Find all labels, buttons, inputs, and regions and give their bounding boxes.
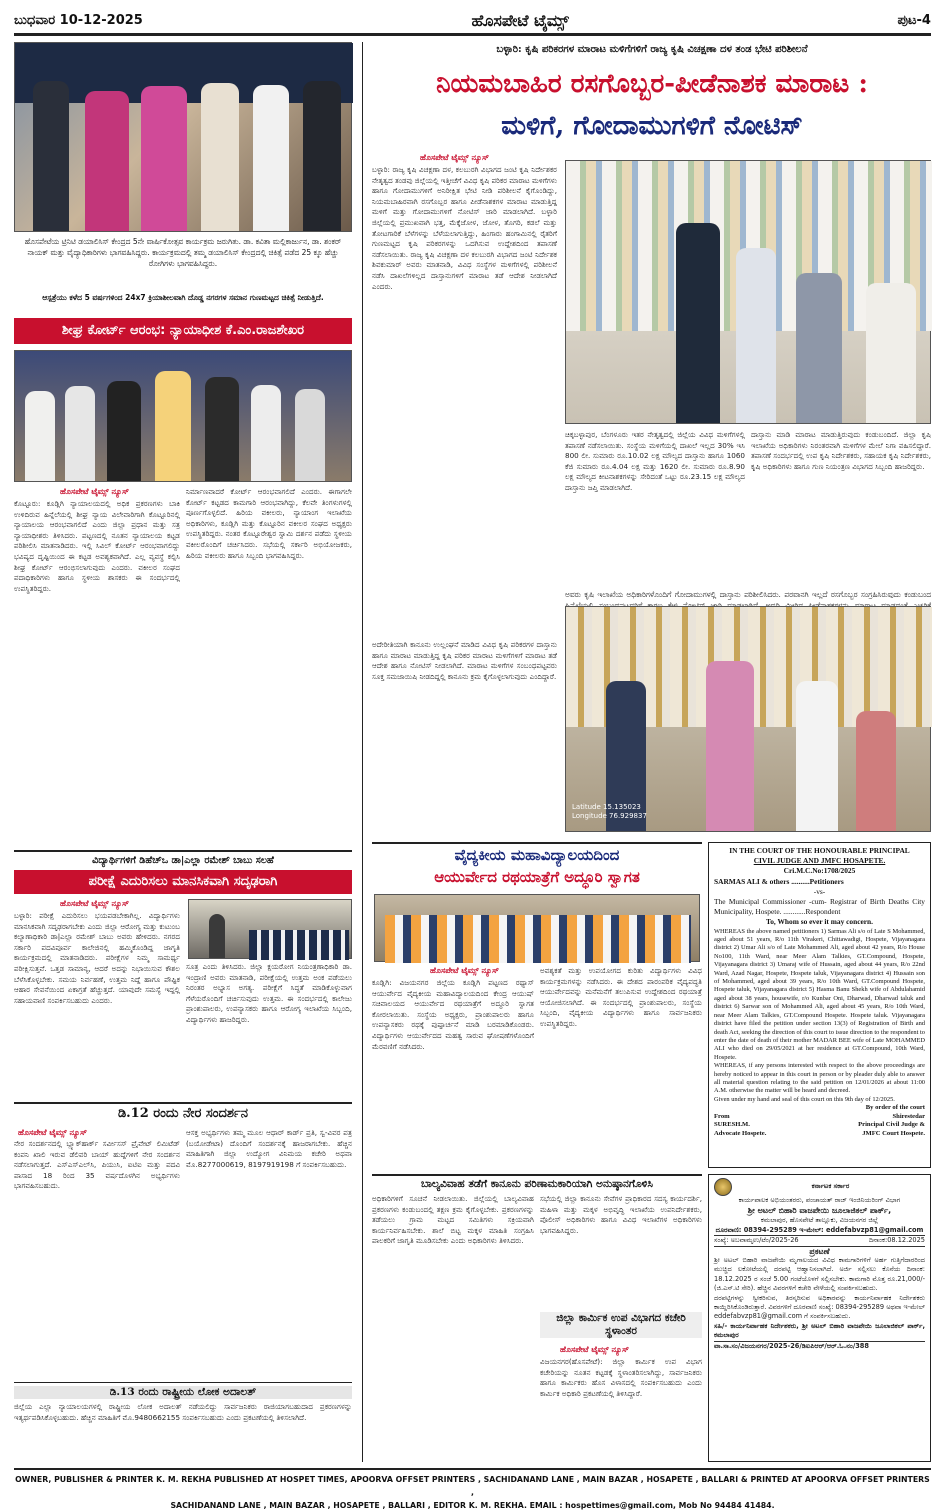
tender-dept: ಕಾರ್ಯಪಾಲಕ ಅಭಿಯಂತರರು, ಪಂಚಾಯತ್ ರಾಜ್ ಇಂಜಿನಿಯರಿಂಗ್ ವಿಭಾಗ xyxy=(738,1196,901,1204)
exam-headline: ಪರೀಕ್ಷೆ ಎದುರಿಸಲು ಮಾನಸಿಕವಾಗಿ ಸದೃಢರಾಗಿ xyxy=(14,870,352,894)
court-respondent: The Municipal Commissioner -cum- Registrar of Birth Deaths City Municipality, Hospete. ............Respondent xyxy=(714,897,925,917)
lead-headline-2: ಮಳಿಗೆ, ಗೋದಾಮುಗಳಿಗೆ ನೋಟಿಸ್ xyxy=(501,111,803,141)
tender-notice xyxy=(708,1174,931,1462)
ayurveda-body: ಕೂಡ್ಲಿಗಿ: ವಿಜಯನಗರ ಜಿಲ್ಲೆಯ ಕೂಡ್ಲಿಗಿ ಪಟ್ಟಣದ ರಥ್ಯಾಸ್ ಆಯುರ್ವೇದ ವೈದ್ಯಕೀಯ ಮಹಾವಿದ್ಯಾಲಯದಿಂದ ಕೇಂದ್ರ ಆಯುಷ್ ಸಚಿವಾಲಯದ ಆಯುರ್ವೇದ ರಥಯಾತ್ರೆಗೆ ಅದ್ಧೂರಿ ಸ್ವಾಗತ ಕೋರಲಾಯಿತು. ಸಂಸ್ಥೆಯ ಅಧ್ಯಕ್ಷರು, ಪ್ರಾಂಶುಪಾಲರು ಹಾಗೂ ಉಪನ್ಯಾಸಕರು ರಥಕ್ಕೆ ಪುಷ್ಪಾರ್ಚನೆ ಮಾಡಿ ಬರಮಾಡಿಕೊಂಡರು. ವಿದ್ಯಾರ್ಥಿಗಳು ಆಯುರ್ವೇದದ ಮಹತ್ವ ಸಾರುವ ಘೋಷಣೆಗಳೊಂದಿಗೆ ಮೆರವಣಿಗೆ ನಡೆಸಿದರು. xyxy=(372,978,534,1051)
divider xyxy=(14,1382,352,1383)
tender-ref-date: ದಿನಾಂಕ:08.12.2025 xyxy=(868,1236,925,1245)
exam-photo xyxy=(188,899,352,959)
tender-ref: ಸಂಖ್ಯೆ: ಅಬವಾಮೃಉ/ಟೆಂ/2025-26 xyxy=(714,1236,799,1245)
tender-sign: ಸಹಿ/- ಕಾರ್ಯನಿರ್ವಾಹಕ ನಿರ್ದೇಶಕರು, ಶ್ರೀ ಅಟಲ್ ಬಿಹಾರಿ ವಾಜಪೇಯಿ ಜೂಲಾಜಿಕಲ್ ಪಾರ್ಕ್, ಕಮಲಾಪುರ xyxy=(714,1321,925,1340)
labour-byline: ಹೊಸಪೇಟೆ ಟೈಮ್ಸ್ ನ್ಯೂಸ್ xyxy=(560,1345,629,1354)
lead-body-3: ಅದೇರೀತಿಯಾಗಿ ಕಾನೂನು ಉಲ್ಲಂಘನೆ ಮಾಡಿದ ವಿವಿಧ ಕೃಷಿ ಪರಿಕರಗಳ ದಾಸ್ತಾನು ಹಾಗೂ ಮಾರಾಟ ಮಾಡುತ್ತಿದ್ದ ಕೃಷಿ ಪರಿಕರ ಮಾರಾಟ ಮಳಿಗೆಗಳಿಗೆ ಮಾರಾಟ ತಡೆ ಆದೇಶ ಹಾಗೂ ನೋಟಿಸ್ ನೀಡಲಾಗಿದೆ. ಮಾರಾಟ ಮಳಿಗೆಗಳ ಸಂಬಂಧಪಟ್ಟವರು ಸೂಕ್ತ ಸಮಜಾಯಿಷಿ ನೀಡದಿದ್ದಲ್ಲಿ ಕಾನೂನು ಕ್ರಮ ಕೈಗೊಳ್ಳಲಾಗುವುದು ಎಂದಿದ್ದಾರೆ. xyxy=(372,640,557,681)
court-sig-role-1: Principal Civil Judge & xyxy=(858,1121,925,1129)
child-marriage-body: ಅಧಿಕಾರಿಗಳಿಗೆ ಸೂಚನೆ ನೀಡಲಾಯಿತು. ಜಿಲ್ಲೆಯಲ್ಲಿ ಬಾಲ್ಯವಿವಾಹ ಪ್ರಕರಣಗಳು ಕಂಡುಬಂದಲ್ಲಿ ತಕ್ಷಣ ಕ್ರಮ ಕೈಗೊಳ್ಳಬೇಕು. ಪ್ರಕರಣಗಳನ್ನು ತಡೆಯಲು ಗ್ರಾಮ ಮಟ್ಟದ ಸಮಿತಿಗಳು ಸಕ್ರಿಯವಾಗಿ ಕಾರ್ಯನಿರ್ವಹಿಸಬೇಕು. ಶಾಲೆ ಬಿಟ್ಟ ಮಕ್ಕಳ ಮಾಹಿತಿ ಸಂಗ್ರಹಿಸಿ ಪಾಲಕರಿಗೆ ಜಾಗೃತಿ ಮೂಡಿಸಬೇಕು ಎಂದು ಅಧಿಕಾರಿಗಳು ತಿಳಿಸಿದರು. xyxy=(372,1194,534,1246)
court-photo xyxy=(14,350,352,482)
ayurveda-body-2: ಅವಶ್ಯಕತೆ ಮತ್ತು ಉಪಯೋಗದ ಕುರಿತು ವಿದ್ಯಾರ್ಥಿಗಳು ವಿವಿಧ ಕಾರ್ಯಕ್ರಮಗಳನ್ನು ನಡೆಸಿದರು. ಈ ದೇಶದ ಪಾರಂಪರಿಕ ವೈದ್ಯಪದ್ಧತಿ ಆಯುರ್ವೇದವನ್ನು ಮನೆಮನೆಗೆ ತಲುಪಿಸುವ ಉದ್ದೇಶದಿಂದ ರಥಯಾತ್ರೆ ಆಯೋಜಿಸಲಾಗಿದೆ. ಈ ಸಂದರ್ಭದಲ್ಲಿ ಪ್ರಾಂಶುಪಾಲರು, ಸಂಸ್ಥೆಯ ಸಿಬ್ಬಂದಿ, ವೈದ್ಯಕೀಯ ವಿದ್ಯಾರ್ಥಿಗಳು ಹಾಗೂ ಸಾರ್ವಜನಿಕರು ಉಪಸ್ಥಿತರಿದ್ದರು. xyxy=(540,966,702,1028)
court-byline: ಹೊಸಪೇಟೆ ಟೈಮ್ಸ್ ನ್ಯೂಸ್ xyxy=(60,487,129,496)
interview-body-2: ಆಸಕ್ತ ಅಭ್ಯರ್ಥಿಗಳು ತಮ್ಮ ಮೂಲ ಆಧಾರ್ ಕಾರ್ಡ್ ಪ್ರತಿ, ಸ್ವ-ವಿವರ ಪತ್ರ (ಬಯೋಡೇಟಾ) ದೊಂದಿಗೆ ಸಂದರ್ಶನಕ್ಕೆ ಹಾಜರಾಗಬೇಕು. ಹೆಚ್ಚಿನ ಮಾಹಿತಿಗಾಗಿ ಜಿಲ್ಲಾ ಉದ್ಯೋಗ ವಿನಿಮಯ ಕಚೇರಿ ಅಥವಾ ಮೊ.8277000619, 8197919198 ಗೆ ಸಂಪರ್ಕಿಸಬಹುದು. xyxy=(186,1128,352,1169)
lead-headline-1: ನಿಯಮಬಾಹಿರ ರಸಗೊಬ್ಬರ-ಪೀಡೆನಾಶಕ ಮಾರಾಟ : xyxy=(436,69,868,99)
page-header xyxy=(14,8,931,36)
lead-body-1: ಬಳ್ಳಾರಿ: ರಾಜ್ಯ ಕೃಷಿ ವಿಚಕ್ಷಣಾ ದಳ, ಕಲಬುರಗಿ ವಿಭಾಗದ ಜಂಟಿ ಕೃಷಿ ನಿರ್ದೇಶಕರ ನೇತೃತ್ವದ ತಂಡವು ಜಿಲ್ಲೆಯಲ್ಲಿ ಇತ್ತೀಚೆಗೆ ವಿವಿಧ ಕೃಷಿ ಪರಿಕರ ಮಾರಾಟ ಮಳಿಗೆಗಳು ಹಾಗೂ ಗೋದಾಮುಗಳಿಗೆ ಅನಿರೀಕ್ಷಿತ ಭೇಟಿ ನೀಡಿ ಪರಿಶೀಲನೆ ಕೈಗೊಂಡಿದ್ದು, ನಿಯಮಬಾಹಿರವಾಗಿ ರಸಗೊಬ್ಬರ ಹಾಗೂ ಪೀಡೆನಾಶಕಗಳ ಮಾರಾಟ ಮಾಡುತ್ತಿದ್ದ ಮಳಿಗೆ ಮತ್ತು ಗೋದಾಮುಗಳಿಗೆ ನೋಟಿಸ್ ಜಾರಿ ಮಾಡಲಾಗಿದೆ. ಬಳ್ಳಾರಿ ಜಿಲ್ಲೆಯಲ್ಲಿ ಪ್ರಮುಖವಾಗಿ ಭತ್ತ, ಮೆಕ್ಕೆಜೋಳ, ಜೋಳ, ತೊಗರಿ, ಕಡಲೆ ಮತ್ತು ತೋಟಗಾರಿಕೆ ಬೆಳೆಗಳನ್ನು ಬೆಳೆಯಲಾಗುತ್ತಿದ್ದು, ಹಿಂಗಾರು ಹಂಗಾಮಿನಲ್ಲಿ ರೈತರಿಗೆ ಗುಣಮಟ್ಟದ ಕೃಷಿ ಪರಿಕರಗಳನ್ನು ಒದಗಿಸುವ ಉದ್ದೇಶದಿಂದ ತಪಾಸಣೆ ನಡೆಸಲಾಯಿತು. ರಾಜ್ಯ ಕೃಷಿ ವಿಚಕ್ಷಣಾ ದಳ ಕಲಬುರಗಿ ವಿಭಾಗದ ಜಂಟಿ ನಿರ್ದೇಶಕ ಶಿವಕುಮಾರ್ ಅವರು ಮಾತನಾಡಿ, ವಿವಿಧ ಸಂಸ್ಥೆಗಳ ಮಳಿಗೆಗಳಲ್ಲಿ ಪರಿಶೀಲನೆ ನಡೆಸಿ ದಾಖಲೆಗಳಿಲ್ಲದ ದಾಸ್ತಾನುಗಳಿಗೆ ಮಾರಾಟ ತಡೆ ಆದೇಶ ನೀಡಲಾಗಿದೆ ಎಂದರು. xyxy=(372,165,557,291)
interview-byline: ಹೊಸಪೇಟೆ ಟೈಮ್ಸ್ ನ್ಯೂಸ್ xyxy=(18,1128,87,1137)
court-body-right: ನಿರ್ಮಾಣವಾದರೆ ಕೋರ್ಟ್ ಆರಂಭವಾಗಲಿದೆ ಎಂದರು. ಈಗಾಗಲೇ ಕೋರ್ಟ್ ಕಟ್ಟಡದ ಕಾಮಗಾರಿ ಆರಂಭವಾಗಿದ್ದು, ಕೆಲವೇ ತಿಂಗಳುಗಳಲ್ಲಿ ಪೂರ್ಣಗೊಳ್ಳಲಿದೆ. ಹಿರಿಯ ವಕೀಲರು, ನ್ಯಾಯಾಂಗ ಇಲಾಖೆಯ ಅಧಿಕಾರಿಗಳು, ಕೂಡ್ಲಿಗಿ ಮತ್ತು ಕೊಟ್ಟೂರಿನ ವಕೀಲರ ಸಂಘದ ಅಧ್ಯಕ್ಷರು ಉಪಸ್ಥಿತರಿದ್ದರು. ನಂತರ ಕೊಟ್ಟೂರೇಶ್ವರ ಸ್ವಾಮಿ ದರ್ಶನ ಪಡೆದು ಸ್ಥಳೀಯ ವಕೀಲರೊಂದಿಗೆ ಚರ್ಚಿಸಿದರು. ಸಭೆಯಲ್ಲಿ ಸರ್ಕಾರಿ ಅಭಿಯೋಜಕರು, ಹಿರಿಯ ವಕೀಲರು ಹಾಗೂ ಸಿಬ್ಬಂದಿ ಭಾಗವಹಿಸಿದ್ದರು. xyxy=(186,487,352,560)
lead-body-2: ಅವರು ಕೃಷಿ ಇಲಾಖೆಯ ಅಧಿಕಾರಿಗಳೊಂದಿಗೆ ಗೋದಾಮುಗಳಲ್ಲಿ ದಾಸ್ತಾನು ಪರಿಶೀಲಿಸಿದರು. ಪರವಾನಗಿ ಇಲ್ಲದೆ ರಸಗೊಬ್ಬರ ಸಂಗ್ರಹಿಸಿರುವುದು ಕಂಡುಬಂದ xyxy=(565,590,931,599)
child-marriage-headline: ಬಾಲ್ಯವಿವಾಹ ತಡೆಗೆ ಕಾನೂನು ಪರಿಣಾಮಕಾರಿಯಾಗಿ ಅನುಷ್ಠಾನಗೊಳಿಸಿ xyxy=(421,1178,653,1190)
tender-place: ಕಮಲಾಪುರ, ಹೊಸಪೇಟೆ ತಾಲ್ಲೂಕು, ವಿಜಯನಗರ ಜಿಲ್ಲೆ xyxy=(760,1216,879,1225)
lead-kicker: ಬಳ್ಳಾರಿ: ಕೃಷಿ ಪರಿಕರಗಳ ಮಾರಾಟ ಮಳಿಗೆಗಳಿಗೆ ರಾಜ್ಯ ಕೃಷಿ ವಿಚಕ್ಷಣಾ ದಳ ತಂಡ ಭೇಟಿ ಪರಿಶೀಲನೆ xyxy=(496,44,808,55)
court-from-name: SURESH.M. xyxy=(714,1121,750,1129)
exam-body: ಬಳ್ಳಾರಿ: ಪರೀಕ್ಷೆ ಎದುರಿಸಲು ಭಯಪಡಬೇಕಾಗಿಲ್ಲ. ವಿದ್ಯಾರ್ಥಿಗಳು ಮಾನಸಿಕವಾಗಿ ಸದೃಢರಾಗಬೇಕು ಎಂದು ಜಿಲ್ಲಾ ಆರೋಗ್ಯ ಮತ್ತು ಕುಟುಂಬ ಕಲ್ಯಾಣಾಧಿಕಾರಿ ಡಾ|ಎಲ್ಲಾ ರಮೇಶ್ ಬಾಬು ಅವರು ಹೇಳಿದರು. ನಗರದ ಸರ್ಕಾರಿ ಪದವಿಪೂರ್ವ ಕಾಲೇಜಿನಲ್ಲಿ ಹಮ್ಮಿಕೊಂಡಿದ್ದ ಜಾಗೃತಿ ಕಾರ್ಯಕ್ರಮದಲ್ಲಿ ಮಾತನಾಡಿದರು. ಪರೀಕ್ಷೆಗಳ ನಿಮ್ಮ ಸಾಮರ್ಥ್ಯ ಪರೀಕ್ಷಿಸುತ್ತವೆ. ಒತ್ತಡ ಸಾಮಾನ್ಯ, ಆದರೆ ಅದನ್ನು ನಿಭಾಯಿಸುವ ಕೌಶಲ ಬೆಳೆಸಿಕೊಳ್ಳಬೇಕು. ಸಮಯ ನಿರ್ವಹಣೆ, ಉತ್ತಮ ನಿದ್ದೆ ಹಾಗೂ ಪೌಷ್ಟಿಕ ಆಹಾರ ಸೇವನೆಯಿಂದ ಏಕಾಗ್ರತೆ ಹೆಚ್ಚುತ್ತದೆ. ಯಾವುದೇ ಸಮಸ್ಯೆ ಇದ್ದಲ್ಲಿ ಸಹಾಯವಾಣಿ ಸಂಪರ್ಕಿಸಬಹುದು ಎಂದರು. xyxy=(14,911,180,1005)
lead-body-5: ದಾಸ್ತಾನು ಮಾಡಿ ಮಾರಾಟ ಮಾಡುತ್ತಿರುವುದು ಕಂಡುಬಂದಿದೆ. ಜಿಲ್ಲಾ ಕೃಷಿ ಇಲಾಖೆಯ ಅಧಿಕಾರಿಗಳು ನಿರಂತರವಾಗಿ ಮಳಿಗೆಗಳ ಮೇಲೆ ನಿಗಾ ವಹಿಸಲಿದ್ದಾರೆ. ತಪಾಸಣೆ ಸಂದರ್ಭದಲ್ಲಿ ಉಪ ಕೃಷಿ ನಿರ್ದೇಶಕರು, ಸಹಾಯಕ ಕೃಷಿ ನಿರ್ದೇಶಕರು, ಕೃಷಿ ಅಧಿಕಾರಿಗಳು ಹಾಗೂ ಗುಣ ನಿಯಂತ್ರಣ ವಿಭಾಗದ ಸಿಬ್ಬಂದಿ ಹಾಜರಿದ್ದರು. xyxy=(751,430,931,471)
tender-ref-row xyxy=(714,1235,925,1246)
court-to: To, Whom so ever it may concern. xyxy=(765,917,874,927)
lead-byline: ಹೊಸಪೇಟೆ ಟೈಮ್ಸ್ ನ್ಯೂಸ್ xyxy=(420,153,489,162)
court-from-role: Advocate Hospete. xyxy=(714,1129,767,1137)
labour-body: ವಿಜಯನಗರ(ಹೊಸಪೇಟೆ): ಜಿಲ್ಲಾ ಕಾರ್ಮಿಕ ಉಪ ವಿಭಾಗ ಕಚೇರಿಯನ್ನು ನೂತನ ಕಟ್ಟಡಕ್ಕೆ ಸ್ಥಳಾಂತರಿಸಲಾಗಿದ್ದು, ಸಾರ್ವಜನಿಕರು ಹಾಗೂ ಕಾರ್ಮಿಕರು ಹೊಸ ವಿಳಾಸದಲ್ಲಿ ಸಂಪರ್ಕಿಸಬಹುದು ಎಂದು ಕಾರ್ಮಿಕ ಅಧಿಕಾರಿ ಪ್ರಕಟಣೆಯಲ್ಲಿ ತಿಳಿಸಿದ್ದಾರೆ. xyxy=(540,1357,702,1398)
dialysis-event-photo xyxy=(14,42,352,232)
court-notice xyxy=(708,842,931,1168)
interview-body: ನೇರ ಸಂದರ್ಶನದಲ್ಲಿ ಬ್ಲ್ಯಾಕ್‌ಹಾರ್ಕ್ ಸರ್ವೀಸಸ್ ಪ್ರೈವೇಟ್ ಲಿಮಿಟೆಡ್ ಕಂಪನಿ ಖಾಲಿ ಇರುವ ಡೆಲಿವರಿ ಬಾಯ್ ಹುದ್ದೆಗಳಿಗೆ ನೇರ ಸಂದರ್ಶನ ನಡೆಸಲಾಗುತ್ತದೆ. ಎಸ್‌ಎಸ್‌ಎಲ್‌ಸಿ, ಪಿಯುಸಿ, ಐಟಿಐ ಮತ್ತು ಪದವಿ ಪಾಸಾದ 18 ರಿಂದ 35 ವರ್ಷದೊಳಗಿನ ಅಭ್ಯರ್ಥಿಗಳು ಭಾಗವಹಿಸಬಹುದು. xyxy=(14,1139,180,1191)
divider xyxy=(14,850,352,852)
tender-park-name: ಶ್ರೀ ಅಟಲ್ ಬಿಹಾರಿ ವಾಜಪೇಯಿ ಜೂಲಾಜಿಕಲ್ ಪಾರ್ಕ್, xyxy=(747,1206,892,1216)
court-notice-body: WHEREAS the above named petitioners 1) Sarmas Ali s/o of Late S Mohammed, aged about 51 years, R/o 11th Virakeri, Chittawadigi, Hospete, Vijayanagara district 2) Umar Ali s/o of Late Mohammed Ali, aged about 42 years, R/o House No100, 11th Ward, near Meer Alam Talkies, GT.Compound, Hospete, Vijayanagara district 3) Umaraj wife of Hussain, aged about 44 years, R/o 22nd Ward, Azad Nagar, Hospete, Hospete taluk, Vijayanagara district 4) Hussain son of Mohammed, aged about 39 years, R/o 10th Ward, GT.Compound Hospete, Hospete taluk, Vijayanagara district 5) Hasma Banu Shekh wife of Abdulahamid aged about 38 years, housewife, r/o Kunbar Oni, Dharwad, Dharwad taluk and district 6) Sarwar son of Mohammed Ali, aged about 45 years, R/o 10th Ward, near Meer Alam Talkies, GT.Compound Hospete. Hospete taluk. Vijayanagara district have filed the petition under section 13(3) of Registration of Birth and death Act, seeking the direction of this court to issue direction to the respondent to enter the date of death of their mother MADAR BEE wife of Late MOHAMMED ALI who died on 29/05/2021 at her residence at GT.Compound, 10th Ward, Hospete. xyxy=(714,927,925,1061)
court-vs: -vs- xyxy=(813,886,826,896)
tender-code: ವಾ.ಸಾ.ಸಂ/ವಿಜಯನಗರ/2025-26/ಡಿಐಪಿಆರ್/ಆರ್.ಓ.ನಂ/388 xyxy=(714,1341,925,1351)
interview-headline: ಡಿ.12 ರಂದು ನೇರ ಸಂದರ್ಶನ xyxy=(117,1106,249,1121)
ayurveda-byline: ಹೊಸಪೇಟೆ ಟೈಮ್ಸ್ ನ್ಯೂಸ್ xyxy=(430,966,499,975)
divider xyxy=(372,1174,702,1176)
tender-body: ಶ್ರೀ ಅಟಲ್ ಬಿಹಾರಿ ವಾಜಪೇಯಿ ಮೃಗಾಲಯದ ವಿವಿಧ ಕಾಮಗಾರಿಗಳಿಗೆ ಅರ್ಹ ಗುತ್ತಿಗೆದಾರರಿಂದ ಮುಚ್ಚಿದ ಲಕೋಟೆಯಲ್ಲಿ ದರಪಟ್ಟಿ ಆಹ್ವಾನಿಸಲಾಗಿದೆ. ಅರ್ಜಿ ಸಲ್ಲಿಸಲು ಕೊನೆಯ ದಿನಾಂಕ: 18.12.2025 ರ ಸಂಜೆ 5.00 ಗಂಟೆಯೊಳಗೆ ಸಲ್ಲಿಸಬೇಕು. ಕಾಮಗಾರಿ ಮೊತ್ತ ರೂ.21,000/- (ಜಿ.ಎಸ್.ಟಿ ಸೇರಿ). ಹೆಚ್ಚಿನ ವಿವರಗಳಿಗೆ ಕಚೇರಿ ವೇಳೆಯಲ್ಲಿ ಸಂಪರ್ಕಿಸಬಹುದು. xyxy=(714,1256,925,1293)
court-given: Given under my hand and seal of this court on this 9th day of 12/2025. xyxy=(714,1095,895,1103)
dialysis-caption: ಹೊಸಪೇಟೆಯ ಟ್ರಿನಿಟಿ ಡಯಾಲಿಸಿಸ್ ಕೇಂದ್ರದ 5ನೇ ವಾರ್ಷಿಕೋತ್ಸವ ಕಾರ್ಯಕ್ರಮ ಜರುಗಿತು. ಡಾ. ಕವಿತಾ ಮಲ್ಲಿಕಾರ್ಜುನ, ಡಾ. ಶಂಕರ್ ನಾಯಕ್ ಮತ್ತು ವೈದ್ಯಾಧಿಕಾರಿಗಳು ಭಾಗವಹಿಸಿದ್ದರು. ಕಾರ್ಯಕ್ರಮದಲ್ಲಿ ತಮ್ಮ ಡಯಾಲಿಸಿಸ್ ಕೇಂದ್ರದಲ್ಲಿ ಚಿಕಿತ್ಸೆ ಪಡೆದ 25 ಕ್ಕೂ ಹೆಚ್ಚು ರೋಗಿಗಳು ಭಾಗವಹಿಸಿದ್ದರು. xyxy=(24,237,342,268)
lok-adalat-body: ಜಿಲ್ಲೆಯ ಎಲ್ಲಾ ನ್ಯಾಯಾಲಯಗಳಲ್ಲಿ ರಾಷ್ಟ್ರೀಯ ಲೋಕ ಅದಾಲತ್ ನಡೆಯಲಿದ್ದು ಸಾರ್ವಜನಿಕರು ರಾಜಿಯಾಗಬಹುದಾದ ಪ್ರಕರಣಗಳನ್ನು ಇತ್ಯರ್ಥಪಡಿಸಿಕೊಳ್ಳಬಹುದು. ಹೆಚ್ಚಿನ ಮಾಹಿತಿಗೆ ಮೊ.9480662155 ಸಂಪರ್ಕಿಸಬಹುದು ಎಂದು ಪ್ರಕಟಣೆಯಲ್ಲಿ ತಿಳಿಸಲಾಗಿದೆ. xyxy=(14,1402,352,1422)
column-divider xyxy=(362,42,363,1462)
court-order: By order of the court xyxy=(865,1104,925,1112)
tender-contact: ದೂರವಾಣಿ: 08394-295289 ಇ-ಮೇಲ್: eddefabvzp81@gmail.com xyxy=(715,1225,924,1234)
imprint-footer xyxy=(14,1468,931,1510)
issue-date: ಬುಧವಾರ 10-12-2025 xyxy=(14,13,143,28)
court-notice-title-2: CIVIL JUDGE AND JMFC HOSAPETE. xyxy=(753,856,886,866)
exam-kicker: ವಿದ್ಯಾರ್ಥಿಗಳಿಗೆ ಡಿಹೆಚ್‌ಒ ಡಾ|ಎಲ್ಲಾ ರಮೇಶ್ ಬಾಬು ಸಲಹೆ xyxy=(92,855,274,866)
court-notice-body-2: WHEREAS, if any persons interested with respect to the above proceedings are hereby noticed to appear in this court in person or by pleader duly able to answer all material question relating to the said petition on 12/01/2026 at about 11:00 A.M. otherwise the matter will be heard and decreed. xyxy=(714,1062,925,1095)
lead-photo-1 xyxy=(565,160,931,424)
court-case-number: Cri.M.C.No:1708/2025 xyxy=(783,866,856,876)
lok-adalat-headline: ಡಿ.13 ರಂದು ರಾಷ್ಟ್ರೀಯ ಲೋಕ ಅದಾಲತ್ xyxy=(14,1386,352,1399)
lead-photo-2 xyxy=(565,606,931,832)
court-notice-title-1: IN THE COURT OF THE HONOURABLE PRINCIPAL xyxy=(729,846,910,855)
divider xyxy=(372,842,702,844)
tender-notice-title: ಪ್ರಕಟಣೆ xyxy=(809,1246,830,1256)
imprint-line-1: OWNER, PUBLISHER & PRINTER K. M. REKHA PUBLISHED AT HOSPET TIMES, APOORVA OFFSET PRINTERS , SACHIDANAND LANE , MAIN BAZAR , HOSAPETE , BALLARI & PRINTED AT APOORVA OFFSET PRINTERS , xyxy=(15,1475,930,1497)
court-from: From xyxy=(714,1112,730,1120)
ayurveda-headline-1: ವೈದ್ಯಕೀಯ ಮಹಾವಿದ್ಯಾಲಯದಿಂದ xyxy=(454,846,620,864)
tender-gov: ಕರ್ನಾಟಕ ಸರ್ಕಾರ xyxy=(811,1182,850,1191)
karnataka-emblem-icon xyxy=(714,1178,732,1196)
court-sig-role-2: JMFC Court Hospete. xyxy=(862,1129,925,1137)
divider xyxy=(14,1102,352,1104)
page-number: ಪುಟ-4 xyxy=(897,13,931,28)
child-marriage-body-2: ಸಭೆಯಲ್ಲಿ ಜಿಲ್ಲಾ ಕಾನೂನು ಸೇವೆಗಳ ಪ್ರಾಧಿಕಾರದ ಸದಸ್ಯ ಕಾರ್ಯದರ್ಶಿ, ಮಹಿಳಾ ಮತ್ತು ಮಕ್ಕಳ ಅಭಿವೃದ್ಧಿ ಇಲಾಖೆಯ ಉಪನಿರ್ದೇಶಕರು, ಪೊಲೀಸ್ ಅಧಿಕಾರಿಗಳು ಹಾಗೂ ವಿವಿಧ ಇಲಾಖೆಗಳ ಅಧಿಕಾರಿಗಳು ಭಾಗವಹಿಸಿದ್ದರು. xyxy=(540,1194,702,1235)
court-body-left: ಕೊಟ್ಟೂರು: ಕೂಡ್ಲಿಗಿ ನ್ಯಾಯಾಲಯದಲ್ಲಿ ಅಧಿಕ ಪ್ರಕರಣಗಳು ಬಾಕಿ ಉಳಿದಿರುವ ಹಿನ್ನೆಲೆಯಲ್ಲಿ ಶೀಘ್ರ ನ್ಯಾಯ ವಿಲೇವಾರಿಗಾಗಿ ಕೊಟ್ಟೂರಿನಲ್ಲಿ ನ್ಯಾಯಾಲಯ ಆರಂಭವಾಗಲಿದೆ ಎಂದು ಜಿಲ್ಲಾ ಪ್ರಧಾನ ಮತ್ತು ಸತ್ರ ನ್ಯಾಯಾಧೀಶರು ತಿಳಿಸಿದರು. ಪಟ್ಟಣದಲ್ಲಿ ನೂತನ ನ್ಯಾಯಾಲಯ ಕಟ್ಟಡ ಪರಿಶೀಲಿಸಿ ಮಾತನಾಡಿದರು. ಇಲ್ಲಿ ಸಿವಿಲ್ ಕೋರ್ಟ್ ಆರಂಭವಾಗಲಿದ್ದು ಭವಿಷ್ಯದ ದೃಷ್ಟಿಯಿಂದ ಈ ಕಟ್ಟಡ ಅವಶ್ಯಕವಾಗಿದೆ. ಎಲ್ಲ ವ್ಯವಸ್ಥೆ ಕಲ್ಪಿಸಿ ಶೀಘ್ರ ಕೋರ್ಟ್ ಆರಂಭಿಸಲಾಗುವುದು ಎಂದರು. ವಕೀಲರ ಸಂಘದ ಪದಾಧಿಕಾರಿಗಳು ಹಾಗೂ ಸ್ಥಳೀಯ ಶಾಸಕರು ಈ ಸಂದರ್ಭದಲ್ಲಿ ಉಪಸ್ಥಿತರಿದ್ದರು. xyxy=(14,499,180,593)
tender-body-2: ದರಪಟ್ಟಿಗಳನ್ನು ಸ್ವೀಕರಿಸುವ, ತಿರಸ್ಕರಿಸುವ ಅಧಿಕಾರವನ್ನು ಕಾರ್ಯನಿರ್ವಾಹಕ ನಿರ್ದೇಶಕರು ಕಾಯ್ದಿರಿಸಿಕೊಂಡಿರುತ್ತಾರೆ. ವಿವರಗಳಿಗೆ ದೂರವಾಣಿ ಸಂಖ್ಯೆ: 08394-295289 ಅಥವಾ ಇ-ಮೇಲ್ eddefabvzp81@gmail.com ಗೆ ಸಂಪರ್ಕಿಸಬಹುದು. xyxy=(714,1293,925,1321)
ayurveda-headline-2: ಆಯುರ್ವೇದ ರಥಯಾತ್ರೆಗೆ ಅದ್ಧೂರಿ ಸ್ವಾಗತ xyxy=(434,868,640,886)
court-signatures xyxy=(714,1113,925,1138)
ayurveda-photo xyxy=(374,894,700,962)
exam-body-2: ಸೂತ್ರ ಎಂದು ತಿಳಿಸಿದರು. ಜಿಲ್ಲಾ ಕ್ಷಯರೋಗ ನಿಯಂತ್ರಣಾಧಿಕಾರಿ ಡಾ. ಇಂದ್ರಾಣಿ ಅವರು ಮಾತನಾಡಿ, ಪರೀಕ್ಷೆಯಲ್ಲಿ ಉತ್ತಮ ಅಂಕ ಪಡೆಯಲು ನಿರಂತರ ಅಭ್ಯಾಸ ಅಗತ್ಯ. ಪರೀಕ್ಷೆಗೆ ಸಿದ್ಧತೆ ಮಾಡಿಕೊಳ್ಳುವಾಗ ಗೆಳೆಯರೊಂದಿಗೆ ಚರ್ಚಿಸುವುದು ಉತ್ತಮ. ಈ ಸಂದರ್ಭದಲ್ಲಿ ಕಾಲೇಜು ಪ್ರಾಂಶುಪಾಲರು, ಉಪನ್ಯಾಸಕರು ಹಾಗೂ ಆರೋಗ್ಯ ಇಲಾಖೆಯ ಸಿಬ್ಬಂದಿ, ವಿದ್ಯಾರ್ಥಿಗಳು ಹಾಜರಿದ್ದರು. xyxy=(186,962,352,1024)
court-headline: ಶೀಘ್ರ ಕೋರ್ಟ್ ಆರಂಭ: ನ್ಯಾಯಾಧೀಶ ಕೆ.ಎಂ.ರಾಜಶೇಖರ xyxy=(14,318,352,344)
court-sig-name: Shirestedar xyxy=(892,1112,925,1120)
dialysis-caption-2: ಆಸ್ಪತ್ರೆಯು ಕಳೆದ 5 ವರ್ಷಗಳಿಂದ 24x7 ಕ್ರಿಯಾಶೀಲವಾಗಿ ದೊಡ್ಡ ನಗರಗಳ ಸಮಾನ ಗುಣಮಟ್ಟದ ಚಿಕಿತ್ಸೆ ನೀಡುತ್ತಿದೆ. xyxy=(42,293,324,302)
photo-gps-stamp: Latitude 15.135023 Longitude 76.929837 xyxy=(572,803,647,820)
masthead: ಹೊಸಪೇಟೆ ಟೈಮ್ಸ್ xyxy=(471,10,569,30)
court-petitioners: SARMAS ALI & others ..........Petitioners xyxy=(714,876,844,886)
exam-byline: ಹೊಸಪೇಟೆ ಟೈಮ್ಸ್ ನ್ಯೂಸ್ xyxy=(60,899,129,908)
lead-body-4: ಚಿಕ್ಕಬಳ್ಳಾಪುರ, ಬೆಂಗಳೂರು ಇತರ ನೇತೃತ್ವದಲ್ಲಿ ಜಿಲ್ಲೆಯ ವಿವಿಧ ಮಳಿಗೆಗಳಲ್ಲಿ ತಪಾಸಣೆ ನಡೆಸಲಾಯಿತು. ಸಂಸ್ಥೆಯ ಮಳಿಗೆಯಲ್ಲಿ ದಾಖಲೆ ಇಲ್ಲದ 30% ಇಸಿ 800 ಲೀ. ಸುಮಾರು ರೂ.10.02 ಲಕ್ಷ ಮೌಲ್ಯದ ದಾಸ್ತಾನು ಹಾಗೂ 1060 ಕೆಜಿ ಸುಮಾರು ರೂ.4.04 ಲಕ್ಷ ಮತ್ತು 1620 ಲೀ. ಸುಮಾರು ರೂ.8.90 ಲಕ್ಷ ಮೌಲ್ಯದ ಕೀಟನಾಶಕಗಳನ್ನು ಸೇರಿದಂತೆ ಒಟ್ಟು ರೂ.23.15 ಲಕ್ಷ ಮೌಲ್ಯದ ದಾಸ್ತಾನು ಜಪ್ತಿ ಮಾಡಲಾಗಿದೆ. xyxy=(565,430,745,492)
labour-headline: ಜಿಲ್ಲಾ ಕಾರ್ಮಿಕ ಉಪ ವಿಭಾಗದ ಕಚೇರಿ ಸ್ಥಳಾಂತರ xyxy=(540,1312,702,1338)
imprint-line-2: SACHIDANAND LANE , MAIN BAZAR , HOSAPETE , BALLARI , EDITOR K. M. REKHA. EMAIL : hospettimes@gmail.com, Mob No 94484 41484. xyxy=(170,1501,775,1510)
